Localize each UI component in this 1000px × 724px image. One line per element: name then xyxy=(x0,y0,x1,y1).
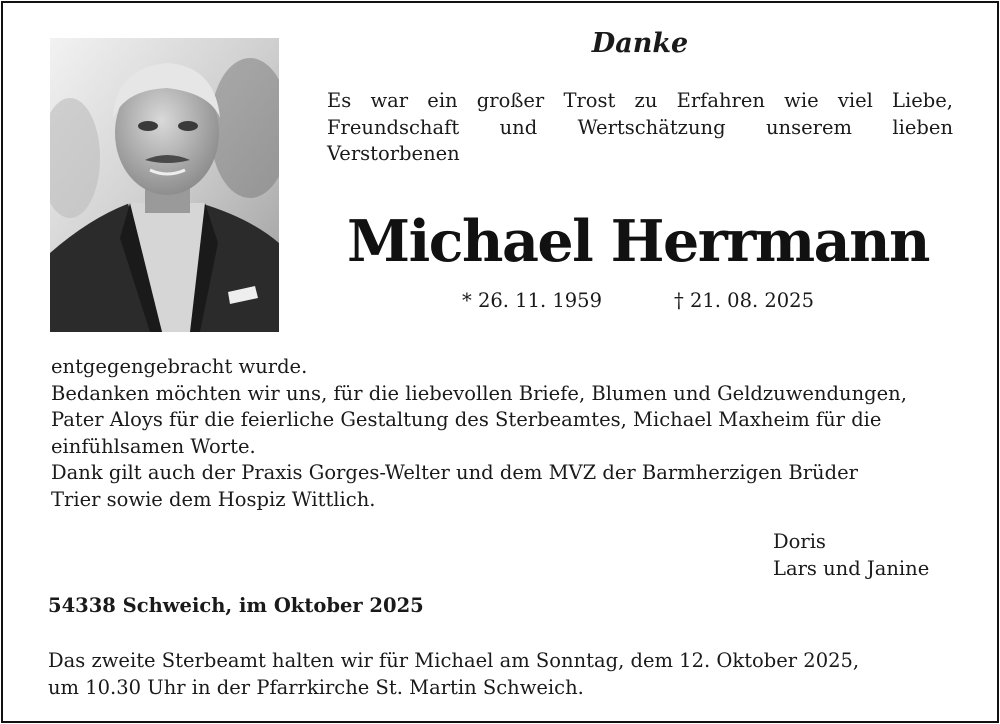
intro-line: Freundschaft und Wertschätzung unserem lieben xyxy=(327,115,953,139)
service-line: um 10.30 Uhr in der Pfarrkirche St. Martin Schweich. xyxy=(48,675,584,699)
place-date: 54338 Schweich, im Oktober 2025 xyxy=(48,594,424,617)
intro-line: Es war ein großer Trost zu Erfahren wie viel Liebe, xyxy=(327,89,953,112)
body-line: entgegengebracht wurde. xyxy=(51,355,308,378)
birth-date: * 26. 11. 1959 xyxy=(462,289,602,312)
signatures xyxy=(773,529,929,582)
service-line: Das zweite Sterbeamt halten wir für Michael am Sonntag, dem 12. Oktober 2025, xyxy=(48,649,860,672)
body-line: Pater Aloys für die feierliche Gestaltung des Sterbeamtes, Michael Maxheim für die xyxy=(51,408,882,431)
body-paragraph xyxy=(51,354,952,513)
body-line: einfühlsamen Worte. xyxy=(51,434,256,458)
deceased-name: Michael Herrmann xyxy=(347,208,929,275)
portrait-photo xyxy=(50,38,279,332)
notice-heading: Danke xyxy=(591,28,689,59)
service-paragraph xyxy=(48,648,953,701)
signature-line: Lars und Janine xyxy=(773,556,930,580)
intro-line: Verstorbenen xyxy=(327,142,460,165)
body-line: Dank gilt auch der Praxis Gorges-Welter und dem MVZ der Barmherzigen Brüder xyxy=(51,461,858,484)
body-line: Bedanken möchten wir uns, für die liebevollen Briefe, Blumen und Geldzuwendungen, xyxy=(51,381,907,405)
death-date: † 21. 08. 2025 xyxy=(674,289,814,312)
signature-line: Doris xyxy=(773,530,826,553)
intro-paragraph xyxy=(327,88,953,168)
body-line: Trier sowie dem Hospiz Wittlich. xyxy=(51,487,376,511)
